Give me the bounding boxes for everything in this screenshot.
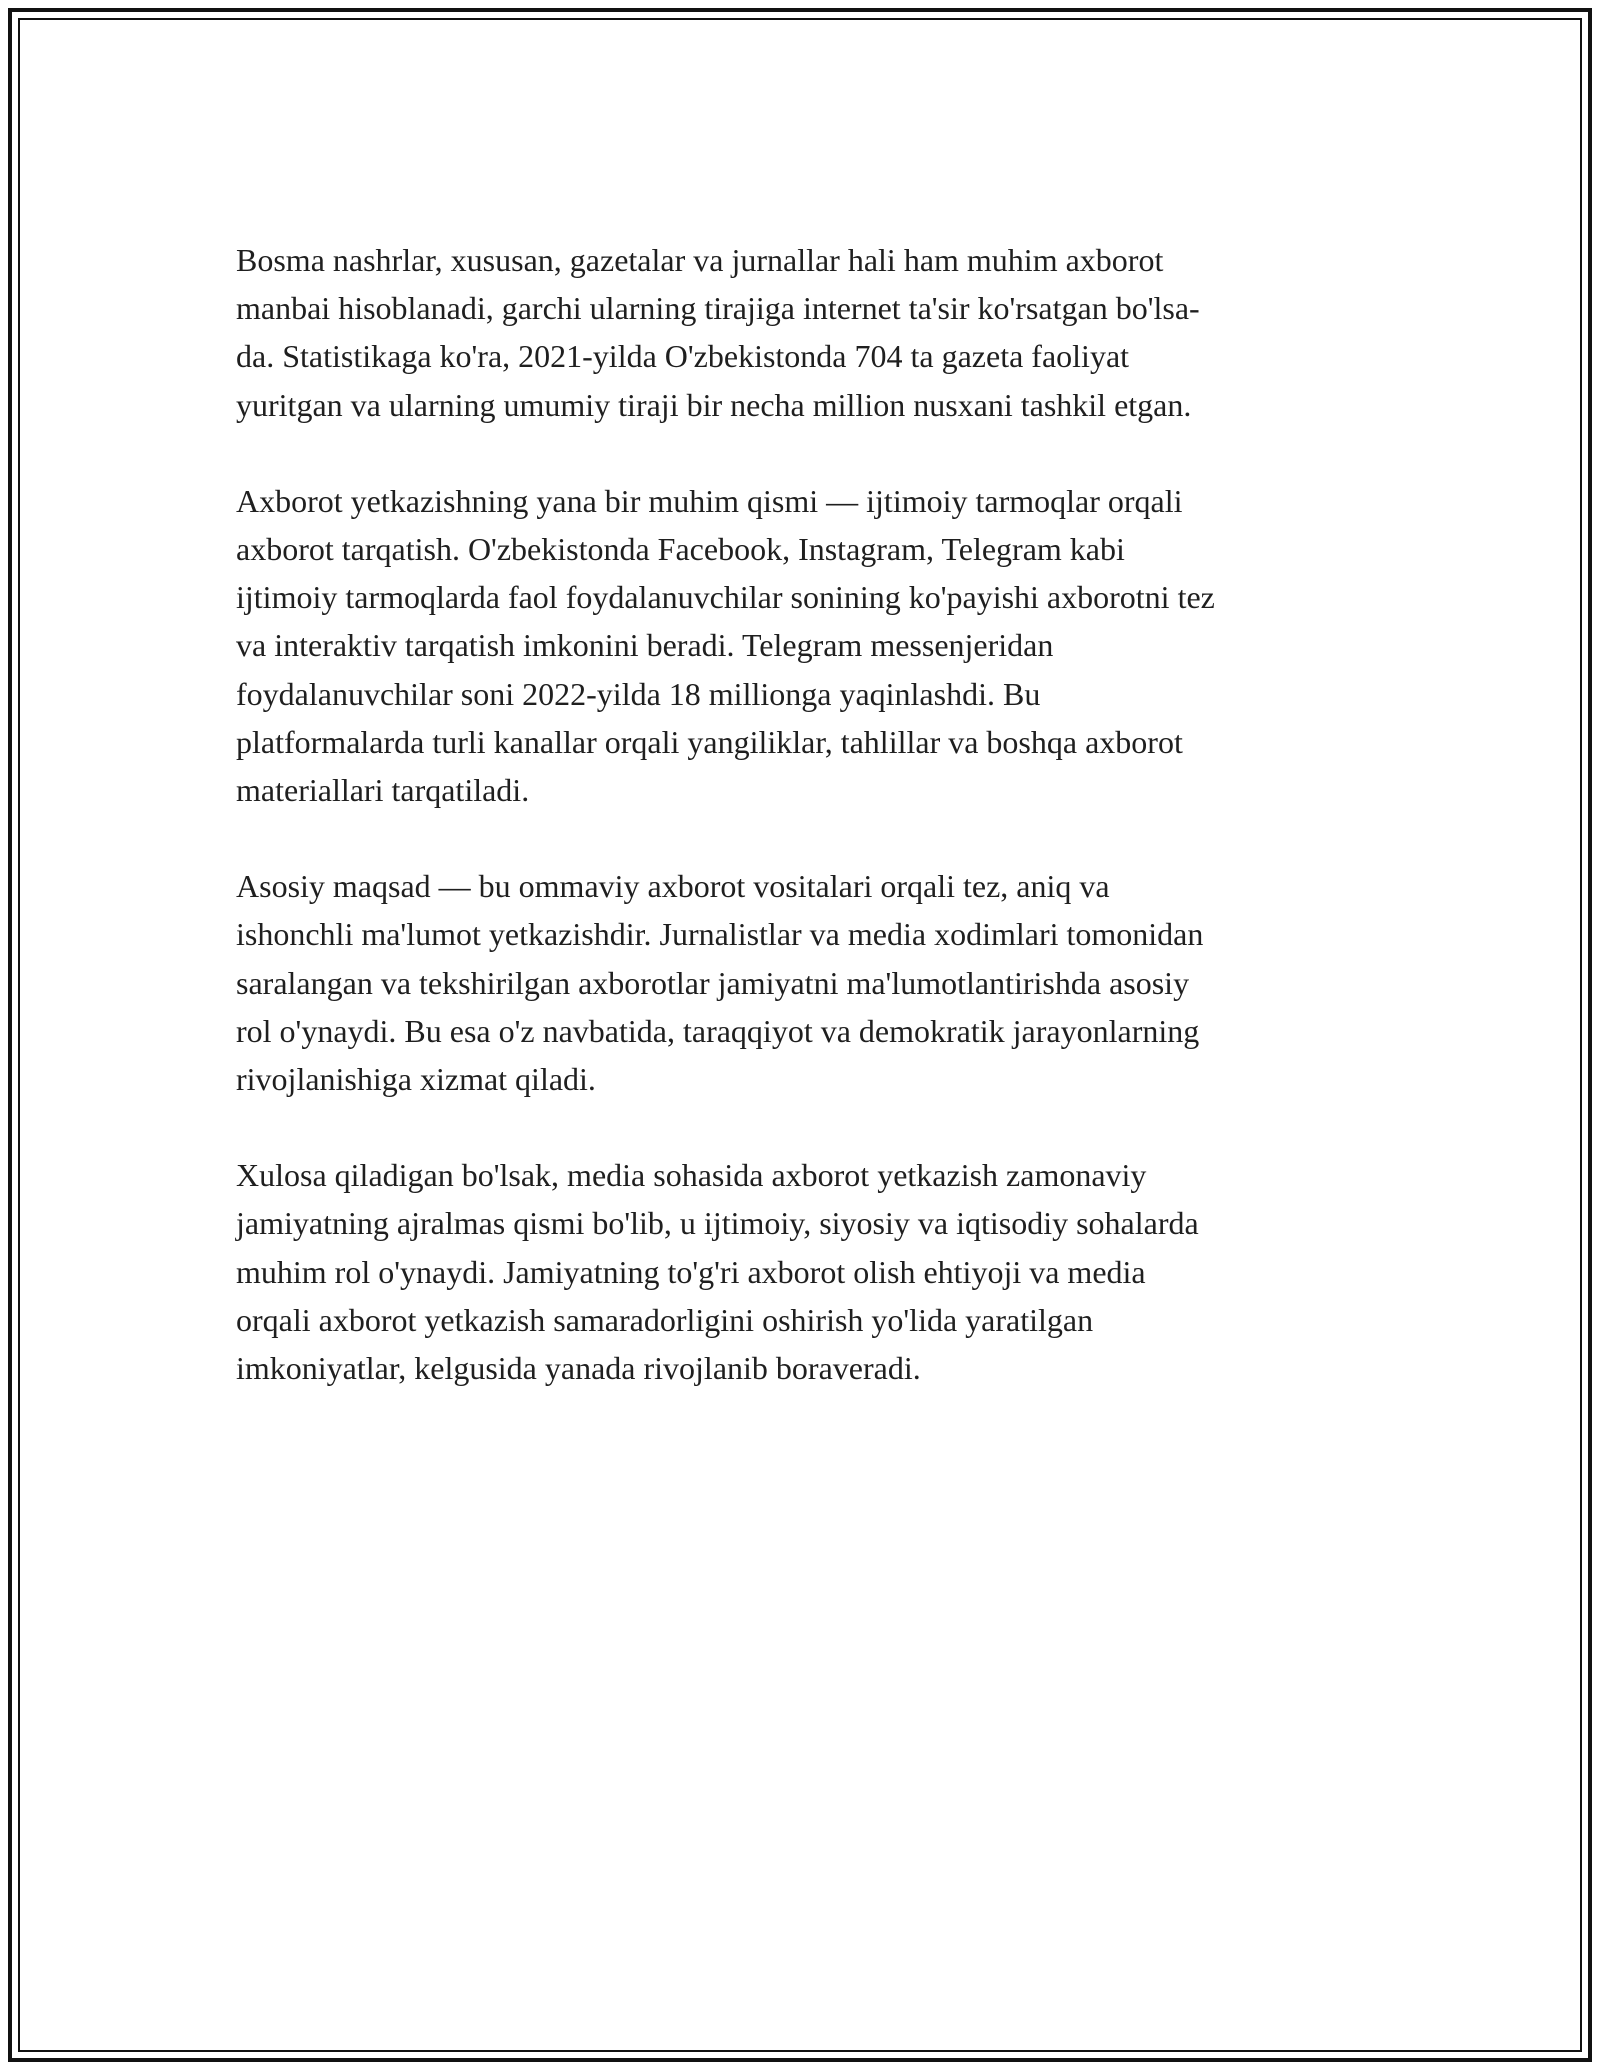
document-body (236, 236, 1366, 1440)
paragraph-print-media: Bosma nashrlar, xususan, gazetalar va jurnallar hali ham muhim axborot manbai hisoblanadi, garchi ularning tirajiga internet ta'sir ko'rsatgan bo'lsa- da. Statistikaga ko'ra, 2021-yilda O'zbekistonda 704 ta gazeta faoliyat yuritgan va ularning umumiy tiraji bir necha million nusxani tashkil etgan. (236, 242, 1200, 423)
paragraph-social-networks: Axborot yetkazishning yana bir muhim qismi — ijtimoiy tarmoqlar orqali axborot tarqatish. O'zbekistonda Facebook, Instagram, Telegram kabi ijtimoiy tarmoqlarda faol foydalanuvchilar sonining ko'payishi axborotni tez va interaktiv tarqatish imkonini beradi. Telegram messenjeridan foydalanuvchilar soni 2022-yilda 18 millionga yaqinlashdi. Bu platformalarda turli kanallar orqali yangiliklar, tahlillar va boshqa axborot materiallari tarqatiladi. (236, 482, 1215, 809)
paragraph-main-goal: Asosiy maqsad — bu ommaviy axborot vositalari orqali tez, aniq va ishonchli ma'lumot yetkazishdir. Jurnalistlar va media xodimlari tomonidan saralangan va tekshirilgan axborotlar jamiyatni ma'lumotlantirishda asosiy rol o'ynaydi. Bu esa o'z navbatida, taraqqiyot va demokratik jarayonlarning rivojlanishiga xizmat qiladi. (236, 868, 1204, 1098)
paragraph-conclusion: Xulosa qiladigan bo'lsak, media sohasida axborot yetkazish zamonaviy jamiyatning ajralmas qismi bo'lib, u ijtimoiy, siyosiy va iqtisodiy sohalarda muhim rol o'ynaydi. Jamiyatning to'g'ri axborot olish ehtiyoji va media orqali axborot yetkazish samaradorligini oshirish yo'lida yaratilgan imkoniyatlar, kelgusida yanada rivojlanib boraveradi. (236, 1157, 1199, 1387)
